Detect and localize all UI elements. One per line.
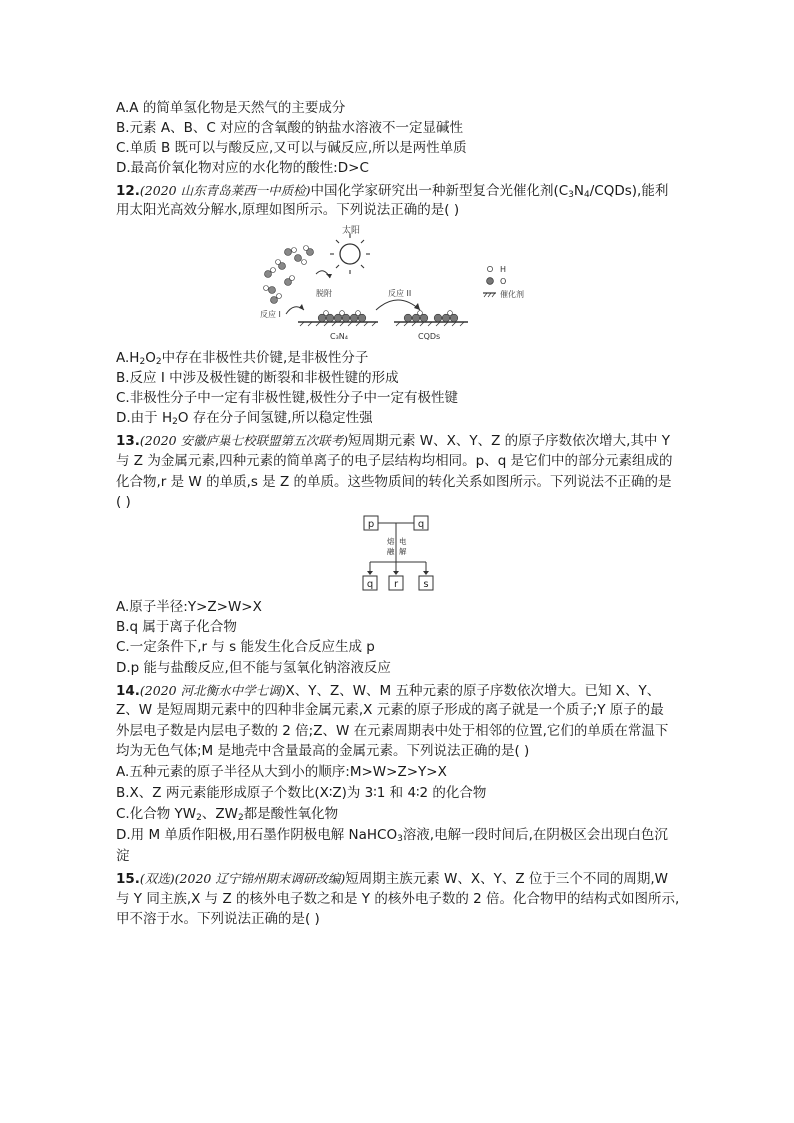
q14-stem-line-3: 外层电子数是内层电子数的 2 倍;Z、W 在元素周期表中处于相邻的位置,它们的单质在常温下 xyxy=(116,723,669,739)
q14-option-c xyxy=(116,805,338,824)
q15-stem-line-2: 与 Y 同主族,X 与 Z 的核外电子数之和是 Y 的核外电子数的 2 倍。化合物甲的结构式如图所示, xyxy=(116,891,680,907)
q13-source: (2020 安徽庐巢七校联盟第五次联考) xyxy=(139,433,348,448)
q12-option-d-text: O 存在分子间氢键,所以稳定性强 xyxy=(177,410,373,426)
reaction2-arrow xyxy=(376,300,420,310)
q15-source: (双选)(2020 辽宁锦州期末调研改编) xyxy=(139,871,346,886)
q12-stem-text: /CQDs),能利 xyxy=(589,183,669,199)
label-elec-1: 电 xyxy=(399,537,407,546)
desorb-label: 脱附 xyxy=(316,289,332,298)
q13-stem-line-4: ( ) xyxy=(116,494,131,510)
reaction2-label: 反应 II xyxy=(388,289,412,298)
q12-stem-line-1 xyxy=(116,181,668,201)
q14-option-d-text: D.用 M 单质作阳极,用石墨作阴极电解 NaHCO xyxy=(116,827,398,843)
c3n4-label: C₃N₄ xyxy=(330,332,348,341)
label-elec-2: 解 xyxy=(399,547,407,556)
q12-option-a-text: O xyxy=(145,350,156,366)
q14-option-d xyxy=(116,826,668,845)
legend-o-label: O xyxy=(500,277,507,286)
subscript: 3 xyxy=(397,834,403,844)
subscript: 2 xyxy=(237,813,244,823)
q12-subscript: 4 xyxy=(584,190,590,200)
q12-option-c: C.非极性分子中一定有非极性键,极性分子中一定有极性键 xyxy=(116,390,459,406)
q12-figure xyxy=(258,222,588,346)
box-r-label: r xyxy=(393,579,399,590)
q15-stem-text: 短周期主族元素 W、X、Y、Z 位于三个不同的周期,W xyxy=(345,871,669,887)
q12-option-d-text: D.由于 H xyxy=(116,410,173,426)
sun-icon xyxy=(330,234,370,274)
q13-option-a: A.原子半径:Y>Z>W>X xyxy=(116,599,262,615)
box-p-label: p xyxy=(367,519,375,530)
q14-option-b: B.X、Z 两元素能形成原子个数比(X∶Z)为 3∶1 和 4∶2 的化合物 xyxy=(116,785,487,801)
q14-option-c-text: 都是酸性氧化物 xyxy=(243,806,339,822)
q12-stem-line-2: 用太阳光高效分解水,原理如图所示。下列说法正确的是( ) xyxy=(116,202,460,218)
q12-option-a-text: 中存在非极性共价键,是非极性分子 xyxy=(161,350,369,366)
sun-label: 太阳 xyxy=(342,226,361,236)
subscript: 2 xyxy=(196,813,202,823)
q14-option-c-text: C.化合物 YW xyxy=(116,806,197,822)
q15-number: 15. xyxy=(116,871,140,887)
legend-catalyst-icon xyxy=(483,293,496,297)
q12-option-a-text: A.H xyxy=(116,350,140,366)
water-molecules-icon xyxy=(264,246,314,304)
q12-number: 12. xyxy=(116,183,140,199)
q15-stem-line-3: 甲不溶于水。下列说法正确的是( ) xyxy=(116,911,320,927)
reaction1-label: 反应 I xyxy=(260,310,281,319)
box-s-label: s xyxy=(423,579,429,590)
q14-option-c-text: 、ZW xyxy=(201,806,238,822)
box-q-top-label: q xyxy=(417,519,425,530)
q12-stem-text: N xyxy=(573,183,585,199)
subscript: 2 xyxy=(172,417,178,427)
reaction1-arrowhead xyxy=(299,304,304,310)
q12-subscript: 3 xyxy=(568,190,574,200)
c3n4-adsorbed-molecules xyxy=(318,311,366,322)
arrowhead-s xyxy=(423,571,429,575)
q13-stem-text: 短周期元素 W、X、Y、Z 的原子序数依次增大,其中 Y xyxy=(347,433,670,449)
q14-stem-text: X、Y、Z、W、M 五种元素的原子序数依次增大。已知 X、Y、 xyxy=(285,683,661,699)
q13-stem-line-3: 化合物,r 是 W 的单质,s 是 Z 的单质。这些物质间的转化关系如图所示。下列说法不正确的是 xyxy=(116,474,672,490)
q12-source: (2020 山东青岛莱西一中质检) xyxy=(139,183,311,198)
subscript: 2 xyxy=(155,357,162,367)
subscript: 2 xyxy=(139,357,146,367)
q13-stem-line-1 xyxy=(116,431,670,451)
q14-option-d-text: 溶液,电解一段时间后,在阴极区会出现白色沉 xyxy=(402,827,668,843)
legend-h-label: H xyxy=(500,265,507,274)
q12-figure-svg xyxy=(258,222,588,346)
legend-catalyst-label: 催化剂 xyxy=(500,290,524,299)
q14-stem-line-4: 均为无色气体;M 是地壳中含量最高的金属元素。下列说法正确的是( ) xyxy=(116,743,530,759)
q12-option-b: B.反应 I 中涉及极性键的断裂和非极性键的形成 xyxy=(116,370,399,386)
q13-stem-line-2: 与 Z 为金属元素,四种元素的简单离子的电子层结构均相同。p、q 是它们中的部分元素组成的 xyxy=(116,453,673,469)
q13-figure xyxy=(356,514,442,598)
q15-stem-line-1 xyxy=(116,869,668,889)
q14-option-d-cont: 淀 xyxy=(116,848,130,864)
desorb-arrowhead xyxy=(326,274,332,278)
q14-option-a: A.五种元素的原子半径从大到小的顺序:M>W>Z>Y>X xyxy=(116,764,447,780)
arrowhead-q xyxy=(367,571,373,575)
q11-option-a: A.A 的简单氢化物是天然气的主要成分 xyxy=(116,100,346,116)
q13-number: 13. xyxy=(116,433,140,449)
q14-stem-line-1 xyxy=(116,681,660,701)
q14-number: 14. xyxy=(116,683,140,699)
q12-stem-text: 中国化学家研究出一种新型复合光催化剂(C xyxy=(310,183,569,199)
q11-option-b: B.元素 A、B、C 对应的含氧酸的钠盐水溶液不一定显碱性 xyxy=(116,120,464,136)
cqds-label: CQDs xyxy=(418,332,441,341)
q13-option-d: D.p 能与盐酸反应,但不能与氢氧化钠溶液反应 xyxy=(116,660,391,676)
q13-option-b: B.q 属于离子化合物 xyxy=(116,619,237,635)
cqds-adsorbed-molecules xyxy=(404,311,458,322)
box-q-label: q xyxy=(366,579,374,590)
q11-option-c: C.单质 B 既可以与酸反应,又可以与碱反应,所以是两性单质 xyxy=(116,140,467,156)
q12-option-a xyxy=(116,349,368,368)
label-melt-1: 熔 xyxy=(387,537,395,546)
arrowhead-r xyxy=(393,571,399,575)
legend-h-icon xyxy=(487,266,492,271)
q13-figure-svg xyxy=(356,514,442,598)
q11-option-d: D.最高价氧化物对应的水化物的酸性:D>C xyxy=(116,160,369,176)
q12-option-d xyxy=(116,409,373,428)
label-melt-2: 融 xyxy=(387,547,395,556)
q14-source: (2020 河北衡水中学七调) xyxy=(139,683,286,698)
legend-o-icon xyxy=(487,278,494,285)
q13-option-c: C.一定条件下,r 与 s 能发生化合反应生成 p xyxy=(116,639,375,655)
q14-stem-line-2: Z、W 是短周期元素中的四种非金属元素,X 元素的原子形成的离子就是一个质子;Y 原子的最 xyxy=(116,702,664,718)
